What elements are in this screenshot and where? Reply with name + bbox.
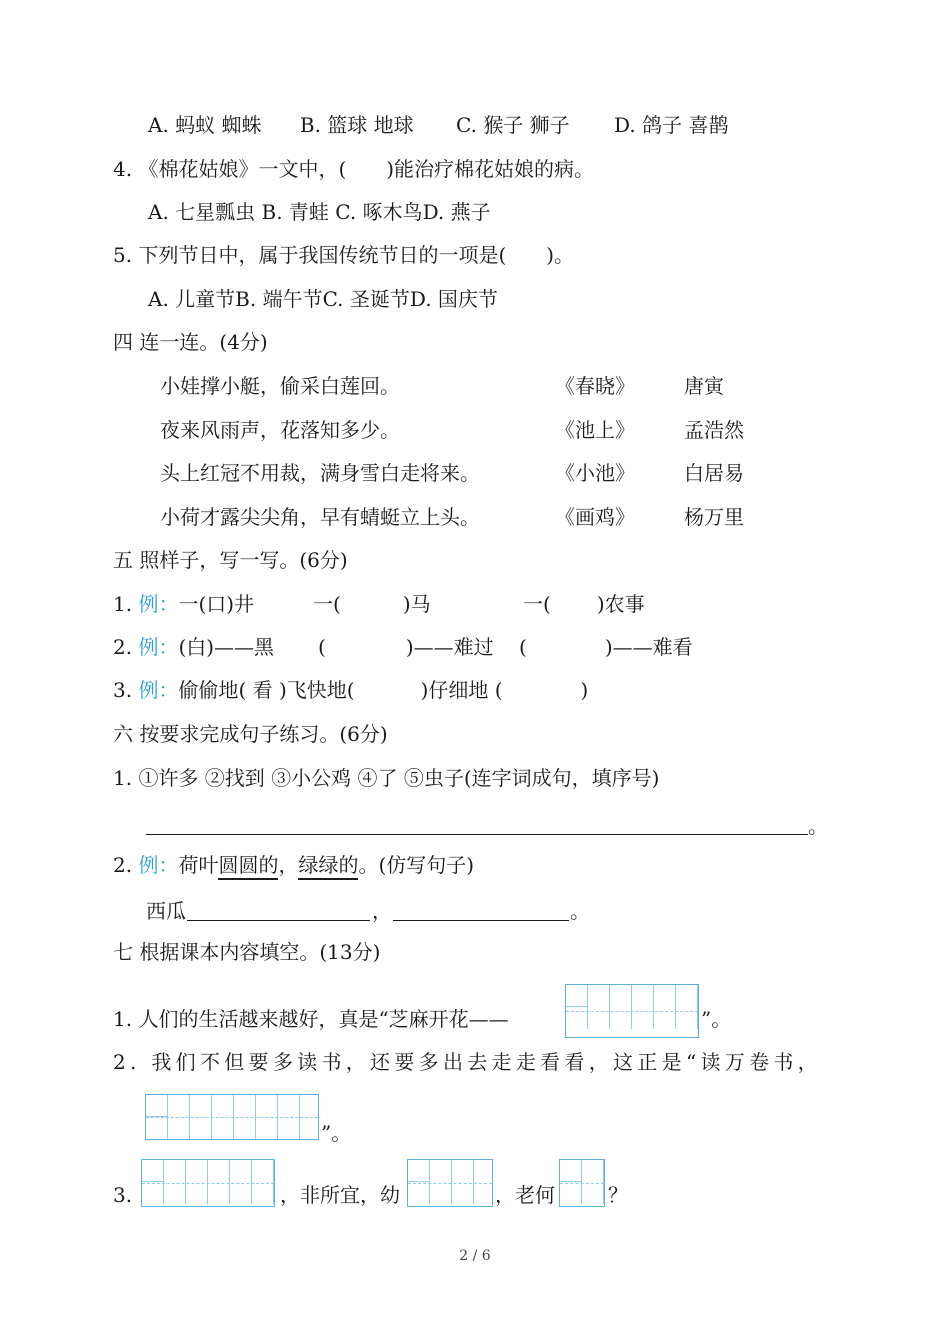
s7-q1-close: ”。 xyxy=(701,1007,732,1031)
grid-guide xyxy=(408,1183,492,1184)
q3-option-a[interactable]: A. 蚂蚁 蜘蛛 xyxy=(148,113,262,137)
s7-q3-num: 3. xyxy=(113,1183,133,1207)
s5-q1-example: 一(口)井 xyxy=(178,592,255,616)
s5-q3-close: ) xyxy=(580,678,589,702)
s5-q2-blank-b[interactable] xyxy=(318,633,494,661)
s7-q2-answer-grid[interactable] xyxy=(145,1094,319,1140)
s7-q2-close: ”。 xyxy=(321,1121,352,1145)
section5-title: 五 照样子，写一写。(6分) xyxy=(113,548,348,572)
s6-q2 xyxy=(113,851,474,879)
q5-stem xyxy=(113,241,574,269)
s6-q1: 1. ①许多 ②找到 ③小公鸡 ④了 ⑤虫子(连字词成句，填序号) xyxy=(113,766,660,790)
grid-guide xyxy=(566,1011,698,1012)
s6-q2-underlined-1: 圆圆的 xyxy=(218,853,278,880)
poem-line-4[interactable]: 小荷才露尖尖角，早有蜻蜓立上头。 xyxy=(160,505,480,529)
grid-guide xyxy=(560,1183,604,1184)
s5-q2-blank-c[interactable] xyxy=(519,633,693,661)
s5-q3-text: )仔细地 ( xyxy=(420,678,503,702)
q4-stem-text-2: )能治疗棉花姑娘的病。 xyxy=(386,157,595,181)
s6-q2-answer-line-1[interactable] xyxy=(187,920,370,921)
example-label: 例： xyxy=(138,592,179,616)
poem-title-3[interactable]: 《小池》 xyxy=(555,461,635,485)
s6-q2-prefix: 西瓜 xyxy=(146,899,186,923)
s5-q1 xyxy=(113,590,254,618)
s6-q2-tail: 。(仿写句子) xyxy=(358,853,475,877)
s5-q2 xyxy=(113,633,274,661)
section4-title: 四 连一连。(4分) xyxy=(113,330,268,354)
poet-4[interactable]: 杨万里 xyxy=(684,505,744,529)
s7-q3-answer-grid-2[interactable] xyxy=(407,1159,493,1207)
s5-q1-c-close: )农事 xyxy=(596,592,645,616)
q4-stem xyxy=(113,155,594,183)
example-label: 例： xyxy=(138,678,179,702)
q3-option-c[interactable]: C. 猴子 狮子 xyxy=(456,113,570,137)
s5-q3 xyxy=(113,676,588,704)
q3-option-d[interactable]: D. 鸽子 喜鹊 xyxy=(614,113,729,137)
q3-option-b[interactable]: B. 篮球 地球 xyxy=(299,113,414,137)
s6-q2-word: 荷叶 xyxy=(178,853,219,877)
poet-3[interactable]: 白居易 xyxy=(684,461,744,485)
s5-q2-b-open: ( xyxy=(318,635,326,659)
poem-line-2[interactable]: 夜来风雨声，花落知多少。 xyxy=(160,418,400,442)
poem-line-3[interactable]: 头上红冠不用裁，满身雪白走将来。 xyxy=(160,461,480,485)
q5-stem-text-2: )。 xyxy=(546,243,575,267)
poem-title-1[interactable]: 《春晓》 xyxy=(555,374,635,398)
example-label: 例： xyxy=(138,635,179,659)
poem-line-1[interactable]: 小娃撑小艇，偷采白莲回。 xyxy=(160,374,400,398)
q4-stem-text: 4. 《棉花姑娘》一文中，( xyxy=(113,157,347,181)
section7-title: 七 根据课本内容填空。(13分) xyxy=(113,940,381,964)
poet-2[interactable]: 孟浩然 xyxy=(684,418,744,442)
s5-q1-num: 1. xyxy=(113,592,133,616)
s6-q1-period: 。 xyxy=(808,814,828,838)
s7-q1-answer-grid[interactable] xyxy=(565,984,699,1038)
s5-q2-b-close: )——难过 xyxy=(405,635,494,659)
s6-q1-answer-line[interactable] xyxy=(146,834,808,835)
s6-q2-period: 。 xyxy=(570,899,590,923)
page-number: 2 / 6 xyxy=(459,1248,491,1264)
s5-q3-num: 3. xyxy=(113,678,133,702)
q4-options[interactable]: A. 七星瓢虫 B. 青蛙 C. 啄木鸟D. 燕子 xyxy=(148,200,491,224)
s6-q2-underlined-2: 绿绿的 xyxy=(298,853,358,880)
s5-q1-c-open: 一( xyxy=(523,592,551,616)
s5-q2-example: (白)——黑 xyxy=(178,635,275,659)
q5-options[interactable]: A. 儿童节B. 端午节C. 圣诞节D. 国庆节 xyxy=(148,287,498,311)
s7-q1-text: 1. 人们的生活越来越好，真是“芝麻开花—— xyxy=(113,1007,509,1031)
s6-q2-comma2: ， xyxy=(372,899,392,923)
grid-guide xyxy=(146,1117,318,1118)
s7-q3-answer-grid-3[interactable] xyxy=(559,1159,605,1207)
s5-q2-num: 2. xyxy=(113,635,133,659)
s7-q3-answer-grid-1[interactable] xyxy=(141,1159,275,1207)
s6-q2-answer-line-2[interactable] xyxy=(393,920,569,921)
poet-1[interactable]: 唐寅 xyxy=(684,374,724,398)
s5-q3-example: 偷偷地( 看 )飞快地( xyxy=(178,678,355,702)
section6-title: 六 按要求完成句子练习。(6分) xyxy=(113,722,388,746)
s7-q3-text-b: ，老何 xyxy=(495,1183,555,1207)
s5-q1-b-close: )马 xyxy=(402,592,431,616)
s7-q2-text: 2. 我们不但要多读书，还要多出去走走看看，这正是“读万卷书， xyxy=(113,1050,822,1074)
s7-q3-text-a: ，非所宜，幼 xyxy=(280,1183,400,1207)
s5-q2-c-close: )——难看 xyxy=(604,635,693,659)
s7-q3-end: ？ xyxy=(608,1183,628,1207)
poem-title-4[interactable]: 《画鸡》 xyxy=(555,505,635,529)
s6-q2-comma: ， xyxy=(278,853,299,877)
q3-options xyxy=(148,111,728,139)
example-label: 例： xyxy=(138,853,179,877)
s5-q1-b-open: 一( xyxy=(313,592,341,616)
s5-q1-blank-b[interactable] xyxy=(313,590,431,618)
s5-q1-blank-c[interactable] xyxy=(523,590,645,618)
grid-guide xyxy=(142,1183,274,1184)
poem-title-2[interactable]: 《池上》 xyxy=(555,418,635,442)
q5-stem-text: 5. 下列节日中，属于我国传统节日的一项是( xyxy=(113,243,507,267)
s5-q2-c-open: ( xyxy=(519,635,527,659)
s6-q2-num: 2. xyxy=(113,853,133,877)
